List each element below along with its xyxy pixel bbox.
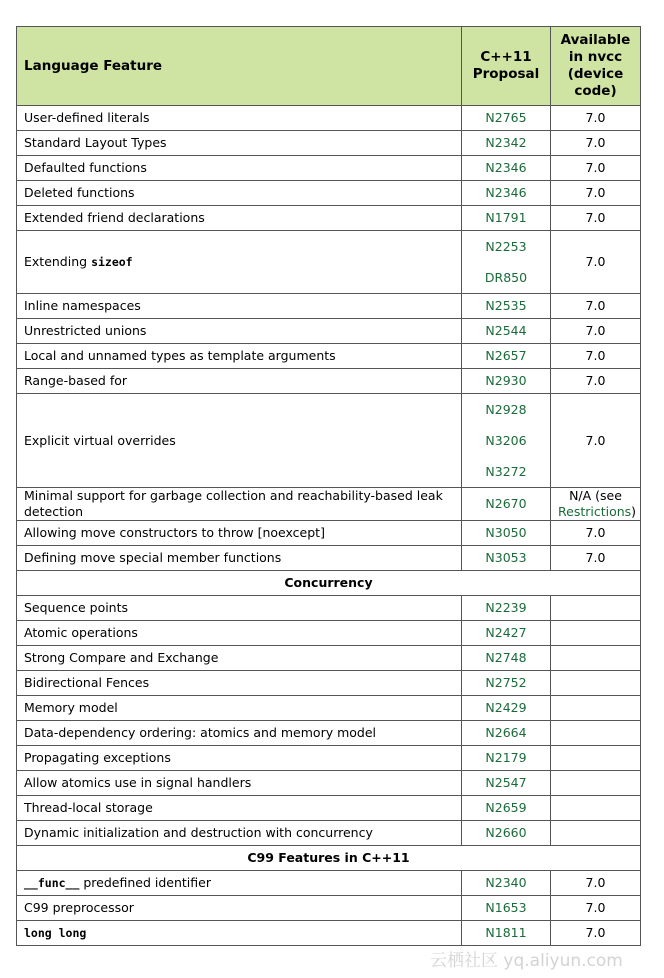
availability-cell — [551, 344, 641, 369]
proposal-link[interactable]: DR850 — [484, 270, 528, 285]
section-c99-features — [17, 846, 641, 871]
proposal-link[interactable]: N2544 — [485, 323, 527, 338]
table-row — [17, 821, 641, 846]
feature-name: User-defined literals — [24, 110, 150, 125]
availability-value: 7.0 — [585, 875, 606, 890]
proposal-link[interactable]: N2340 — [485, 875, 527, 890]
proposal-cell — [462, 394, 551, 488]
feature-table — [16, 26, 641, 946]
feature-name: Atomic operations — [24, 625, 138, 640]
proposal-link[interactable]: N2659 — [485, 800, 527, 815]
proposal-cell — [462, 796, 551, 821]
feature-cell — [17, 771, 462, 796]
feature-cell — [17, 621, 462, 646]
feature-cell — [17, 231, 462, 294]
availability-cell — [551, 871, 641, 896]
feature-name: Dynamic initialization and destruction with concurrency — [24, 825, 373, 840]
feature-name: Sequence points — [24, 600, 129, 615]
table-row — [17, 896, 641, 921]
availability-value: 7.0 — [585, 160, 606, 175]
proposal-link[interactable]: N2535 — [485, 298, 527, 313]
feature-name: C99 preprocessor — [24, 900, 134, 915]
feature-name: Defining move special member functions — [24, 550, 282, 565]
feature-name: Minimal support for garbage collection and reachability-based leak detection — [24, 488, 443, 519]
table-row — [17, 521, 641, 546]
feature-name: Deleted functions — [24, 185, 135, 200]
proposal-link[interactable]: N2346 — [485, 185, 527, 200]
table-row — [17, 231, 641, 294]
feature-name: Data-dependency ordering: atomics and memory model — [24, 725, 376, 740]
availability-cell — [551, 646, 641, 671]
availability-cell — [551, 696, 641, 721]
header-cpp11-proposal: C++11 Proposal — [462, 27, 551, 106]
proposal-cell — [462, 821, 551, 846]
section-title: Concurrency — [17, 571, 641, 596]
feature-name: Range-based for — [24, 373, 128, 388]
feature-cell — [17, 646, 462, 671]
feature-name: Standard Layout Types — [24, 135, 167, 150]
proposal-link[interactable]: N1653 — [485, 900, 527, 915]
availability-cell — [551, 896, 641, 921]
availability-cell — [551, 921, 641, 946]
restrictions-link[interactable]: Restrictions — [558, 504, 632, 519]
table-row — [17, 488, 641, 521]
proposal-link[interactable]: N2429 — [485, 700, 527, 715]
proposal-cell — [462, 206, 551, 231]
availability-cell — [551, 796, 641, 821]
availability-cell — [551, 546, 641, 571]
feature-cell — [17, 871, 462, 896]
table-row — [17, 746, 641, 771]
proposal-link[interactable]: N2664 — [485, 725, 527, 740]
feature-name: Allow atomics use in signal handlers — [24, 775, 252, 790]
feature-cell — [17, 721, 462, 746]
feature-cell — [17, 746, 462, 771]
feature-cell — [17, 344, 462, 369]
proposal-link[interactable]: N2752 — [485, 675, 527, 690]
proposal-link[interactable]: N2765 — [485, 110, 527, 125]
feature-cell — [17, 394, 462, 488]
proposal-link[interactable]: N2342 — [485, 135, 527, 150]
table-row — [17, 771, 641, 796]
feature-cell — [17, 521, 462, 546]
proposal-cell — [462, 131, 551, 156]
feature-cell — [17, 181, 462, 206]
proposal-cell — [462, 696, 551, 721]
table-row — [17, 921, 641, 946]
proposal-link[interactable]: N2346 — [485, 160, 527, 175]
availability-value: 7.0 — [585, 323, 606, 338]
feature-name: Inline namespaces — [24, 298, 141, 313]
header-row — [17, 27, 641, 106]
proposal-cell — [462, 319, 551, 344]
feature-name: Bidirectional Fences — [24, 675, 150, 690]
availability-value: 7.0 — [585, 110, 606, 125]
availability-cell — [551, 106, 641, 131]
feature-cell — [17, 546, 462, 571]
proposal-link[interactable]: N2670 — [485, 496, 527, 511]
table-row — [17, 546, 641, 571]
proposal-link[interactable]: N3050 — [485, 525, 527, 540]
proposal-link[interactable]: N3272 — [485, 464, 527, 479]
table-row — [17, 696, 641, 721]
proposal-cell — [462, 746, 551, 771]
feature-cell — [17, 921, 462, 946]
proposal-cell — [462, 106, 551, 131]
table-body — [17, 106, 641, 946]
proposal-link[interactable]: N2547 — [485, 775, 527, 790]
feature-cell — [17, 896, 462, 921]
availability-value: 7.0 — [585, 925, 606, 940]
feature-name: Extending — [24, 254, 92, 269]
availability-value: 7.0 — [585, 550, 606, 565]
feature-cell — [17, 369, 462, 394]
availability-cell — [551, 671, 641, 696]
availability-value: 7.0 — [585, 432, 606, 448]
table-row — [17, 106, 641, 131]
table-row — [17, 646, 641, 671]
availability-cell — [551, 394, 641, 488]
availability-cell — [551, 294, 641, 319]
feature-cell — [17, 156, 462, 181]
proposal-cell — [462, 156, 551, 181]
availability-value: N/A (see — [569, 488, 622, 503]
feature-cell — [17, 671, 462, 696]
table-row — [17, 394, 641, 488]
availability-cell — [551, 156, 641, 181]
proposal-link[interactable]: N2657 — [485, 348, 527, 363]
proposal-cell — [462, 488, 551, 521]
proposal-cell — [462, 771, 551, 796]
feature-cell — [17, 488, 462, 521]
proposal-link[interactable]: N2930 — [485, 373, 527, 388]
feature-name: predefined identifier — [79, 875, 211, 890]
availability-cell — [551, 181, 641, 206]
feature-name: Defaulted functions — [24, 160, 147, 175]
feature-name: Unrestricted unions — [24, 323, 147, 338]
availability-value: 7.0 — [585, 210, 606, 225]
availability-cell — [551, 319, 641, 344]
table-row — [17, 721, 641, 746]
feature-cell — [17, 821, 462, 846]
feature-name: Strong Compare and Exchange — [24, 650, 219, 665]
table-row — [17, 344, 641, 369]
table-row — [17, 319, 641, 344]
table-row — [17, 671, 641, 696]
feature-code: long long — [24, 926, 87, 940]
feature-name: Local and unnamed types as template arguments — [24, 348, 336, 363]
feature-cell — [17, 596, 462, 621]
availability-cell — [551, 131, 641, 156]
availability-value: 7.0 — [585, 348, 606, 363]
proposal-cell — [462, 596, 551, 621]
proposal-link[interactable]: N2748 — [485, 650, 527, 665]
table-row — [17, 621, 641, 646]
proposal-link[interactable]: N2253 — [485, 239, 527, 254]
proposal-cell — [462, 721, 551, 746]
availability-suffix: ) — [631, 504, 637, 519]
proposal-cell — [462, 871, 551, 896]
table-row — [17, 206, 641, 231]
feature-name: Memory model — [24, 700, 118, 715]
feature-code: sizeof — [91, 255, 133, 269]
availability-cell — [551, 721, 641, 746]
proposal-cell — [462, 181, 551, 206]
feature-cell — [17, 696, 462, 721]
proposal-cell — [462, 294, 551, 319]
table-row — [17, 131, 641, 156]
availability-cell — [551, 206, 641, 231]
proposal-link[interactable]: N2660 — [485, 825, 527, 840]
availability-cell — [551, 771, 641, 796]
proposal-link[interactable]: N2179 — [485, 750, 527, 765]
proposal-cell — [462, 671, 551, 696]
feature-name: Extended friend declarations — [24, 210, 205, 225]
feature-code: __func__ — [24, 876, 80, 890]
feature-name: Thread-local storage — [24, 800, 153, 815]
availability-cell — [551, 231, 641, 294]
header-available-nvcc: Available in nvcc (device code) — [551, 27, 641, 106]
proposal-link[interactable]: N1791 — [485, 210, 527, 225]
proposal-link[interactable]: N3053 — [485, 550, 527, 565]
feature-name: Allowing move constructors to throw [noexcept] — [24, 525, 325, 540]
feature-cell — [17, 319, 462, 344]
table-row — [17, 294, 641, 319]
proposal-cell — [462, 369, 551, 394]
availability-value: 7.0 — [585, 525, 606, 540]
proposal-cell — [462, 521, 551, 546]
table-row — [17, 596, 641, 621]
availability-value: 7.0 — [585, 900, 606, 915]
availability-cell — [551, 596, 641, 621]
availability-value: 7.0 — [585, 135, 606, 150]
proposal-cell — [462, 646, 551, 671]
proposal-link[interactable]: N1811 — [485, 925, 527, 940]
availability-cell — [551, 369, 641, 394]
proposal-link[interactable]: N2427 — [485, 625, 527, 640]
section-concurrency — [17, 571, 641, 596]
proposal-cell — [462, 896, 551, 921]
feature-name: Explicit virtual overrides — [24, 432, 176, 448]
availability-cell — [551, 821, 641, 846]
availability-cell — [551, 521, 641, 546]
feature-cell — [17, 131, 462, 156]
proposal-link[interactable]: N2239 — [485, 600, 527, 615]
table-row — [17, 156, 641, 181]
table-row — [17, 181, 641, 206]
feature-cell — [17, 294, 462, 319]
proposal-link[interactable]: N2928 — [485, 402, 527, 417]
section-title: C99 Features in C++11 — [17, 846, 641, 871]
feature-cell — [17, 106, 462, 131]
header-language-feature: Language Feature — [17, 27, 462, 106]
feature-name: Propagating exceptions — [24, 750, 171, 765]
availability-value: 7.0 — [585, 254, 606, 269]
proposal-cell — [462, 231, 551, 294]
proposal-link[interactable]: N3206 — [485, 433, 527, 448]
table-row — [17, 871, 641, 896]
availability-value: 7.0 — [585, 185, 606, 200]
availability-value: 7.0 — [585, 373, 606, 388]
availability-cell — [551, 746, 641, 771]
proposal-cell — [462, 344, 551, 369]
feature-cell — [17, 796, 462, 821]
table-row — [17, 369, 641, 394]
watermark: 云栖社区 yq.aliyun.com — [430, 951, 623, 971]
availability-cell — [551, 488, 641, 521]
table-row — [17, 796, 641, 821]
availability-cell — [551, 621, 641, 646]
availability-value: 7.0 — [585, 298, 606, 313]
proposal-cell — [462, 621, 551, 646]
proposal-cell — [462, 546, 551, 571]
feature-cell — [17, 206, 462, 231]
proposal-cell — [462, 921, 551, 946]
